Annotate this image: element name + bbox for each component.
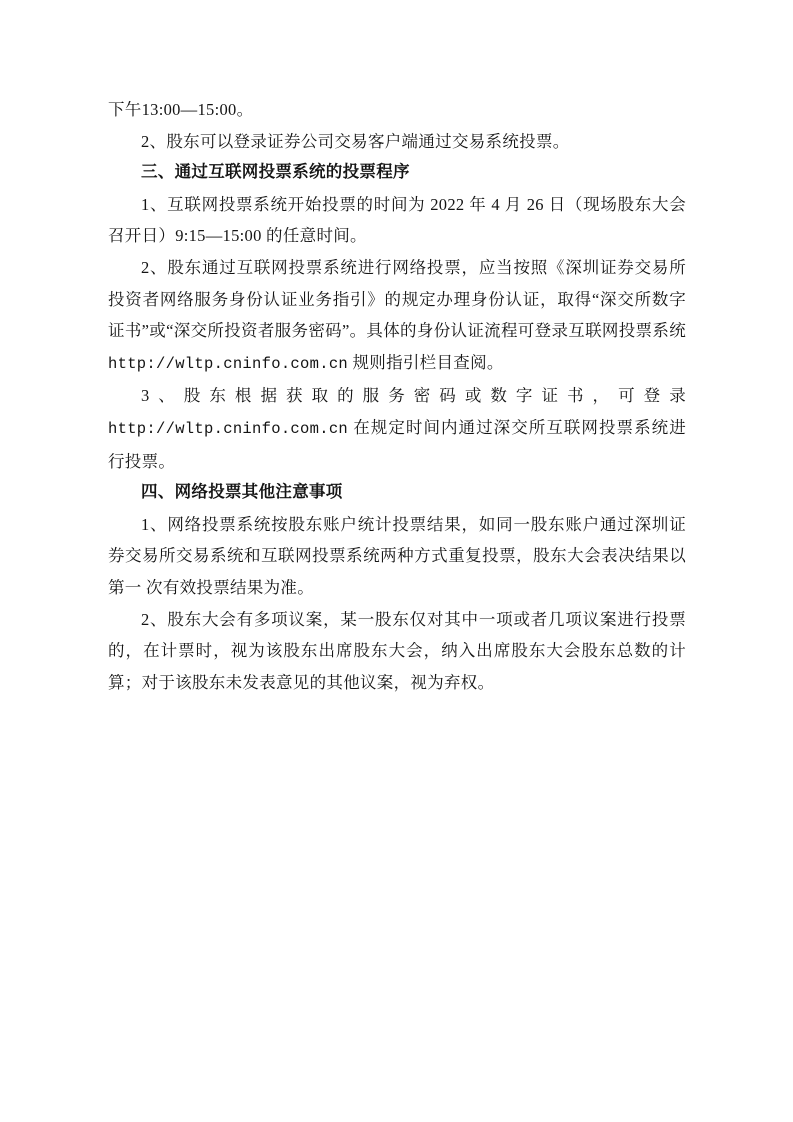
paragraph-internet-voting-time: 1、互联网投票系统开始投票的时间为 2022 年 4 月 26 日（现场股东大会召开日）9:15—15:00 的任意时间。 [108, 194, 686, 246]
paragraph-identity-authentication [108, 252, 686, 380]
section-heading-other-notes: 四、网络投票其他注意事项 [141, 483, 343, 502]
paragraph-text: 在规定时间内通过深交所互联网投票系统进行投票。 [108, 417, 686, 471]
voting-system-url: http://wltp.cninfo.com.cn [108, 354, 349, 373]
paragraph-partial-voting-rule: 2、股东大会有多项议案，某一股东仅对其中一项或者几项议案进行投票的，在计票时，视为该股东出席股东大会，纳入出席股东大会股东总数的计算；对于该股东未发表意见的其他议案，视为弃权。 [108, 609, 686, 692]
paragraph-trading-system-voting: 2、股东可以登录证券公司交易客户端通过交易系统投票。 [141, 131, 570, 151]
paragraph-continuation-voting-hours: 下午13:00—15:00。 [108, 100, 254, 119]
paragraph-text: 规则指引栏目查阅。 [348, 352, 504, 372]
section-heading-internet-voting-procedure: 三、通过互联网投票系统的投票程序 [141, 163, 410, 182]
paragraph-duplicate-voting-rule: 1、网络投票系统按股东账户统计投票结果，如同一股东账户通过深圳证券交易所交易系统和互联网投票系统两种方式重复投票，股东大会表决结果以第一 次有效投票结果为准。 [108, 514, 686, 597]
paragraph-text: 3、股东根据获取的服务密码或数字证书，可登录 [141, 386, 686, 406]
voting-system-url: http://wltp.cninfo.com.cn [108, 419, 349, 438]
paragraph-text: 2、股东通过互联网投票系统进行网络投票，应当按照《深圳证券交易所投资者网络服务身份认证业务指引》的规定办理身份认证，取得“深交所数字证书”或“深交所投资者服务密码”。具体的身份认证流程可登录互联网投票系统 [108, 257, 686, 341]
paragraph-login-and-vote [108, 380, 686, 477]
